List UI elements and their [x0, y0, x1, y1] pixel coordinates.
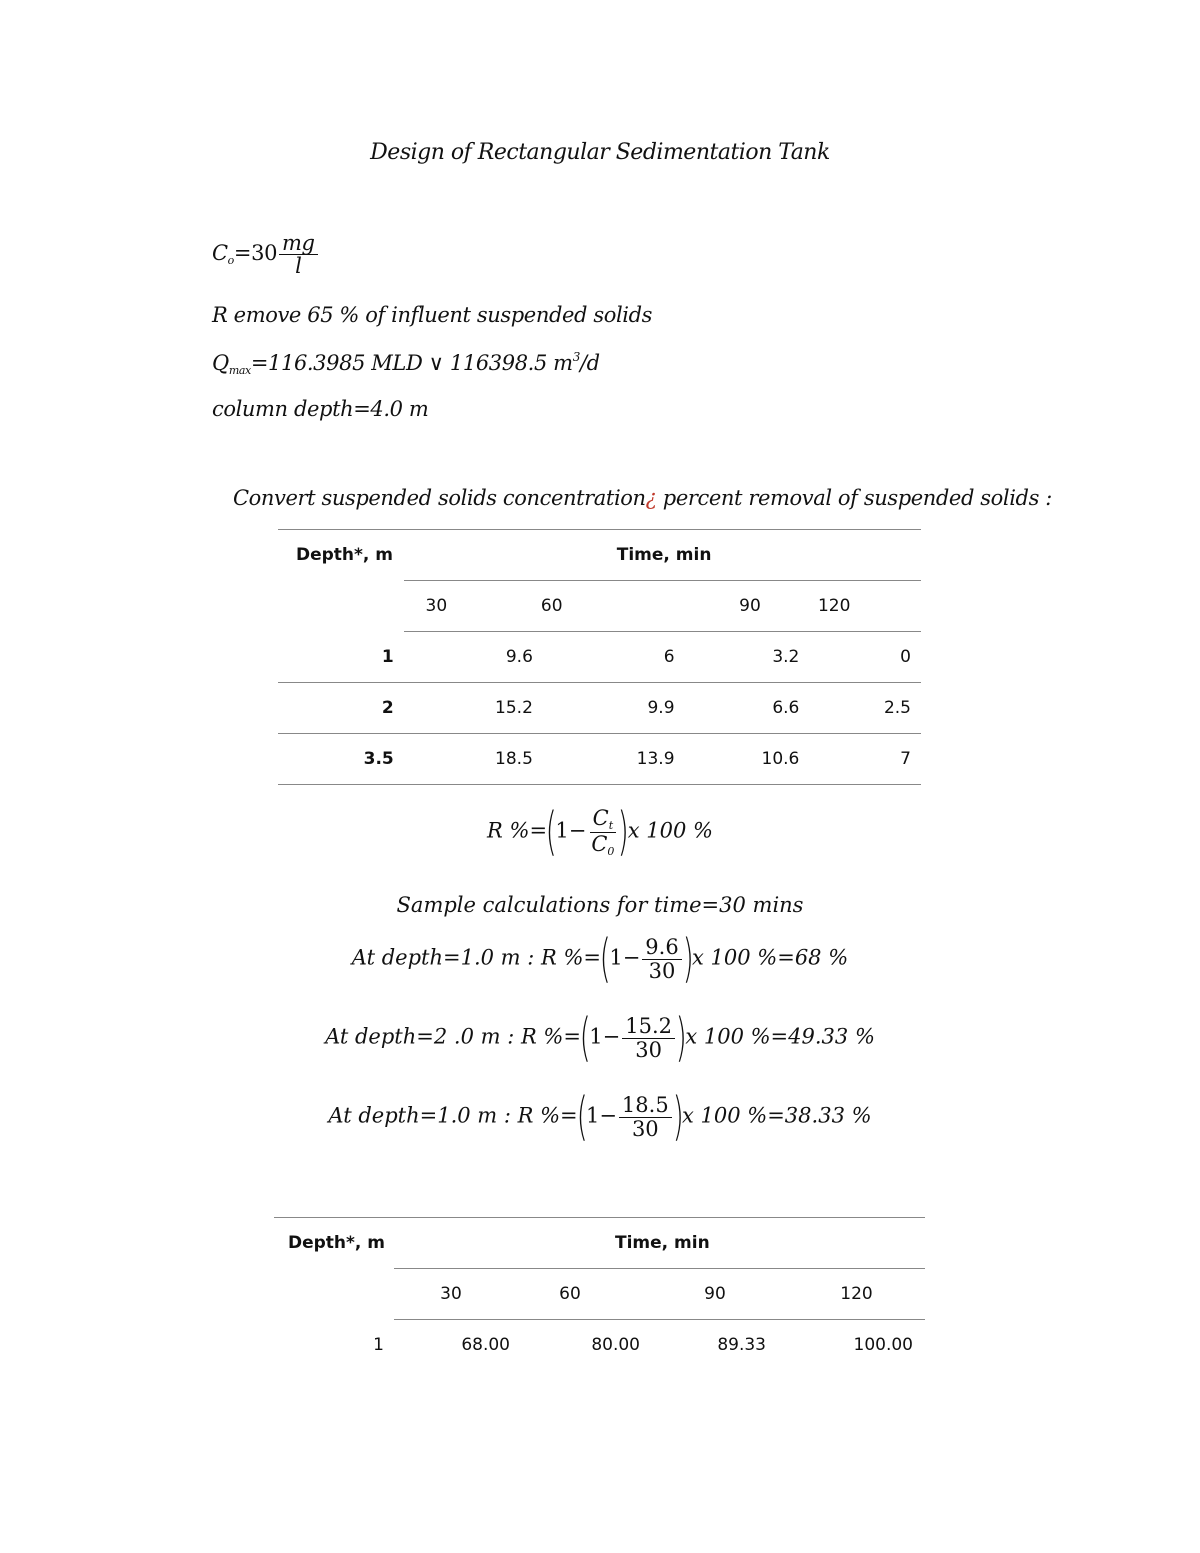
right-paren: )	[682, 929, 694, 989]
sample-fraction	[642, 936, 681, 981]
sample-suffix: x 100 %=49.33 %	[685, 1024, 875, 1049]
c0-unit-den: l	[295, 254, 302, 279]
page-title: Design of Rectangular Sedimentation Tank	[370, 140, 830, 165]
left-paren: (	[579, 1008, 591, 1068]
table-row	[274, 1320, 925, 1371]
time-cell: 60	[541, 581, 683, 632]
time-header: Time, min	[616, 545, 712, 565]
left-paren: (	[545, 802, 557, 862]
given-column-depth: column depth=4.0 m	[212, 397, 429, 421]
formula-rhs: x 100 %	[627, 818, 713, 843]
sample-calc-2	[0, 1008, 1200, 1068]
value-cell: 0	[807, 632, 921, 683]
qmax-sup: 3	[572, 350, 580, 364]
value-cell: 100.00	[782, 1320, 925, 1371]
convert-after: percent removal of suspended solids :	[656, 486, 1052, 510]
c0-symbol: C	[212, 241, 228, 266]
value-cell: 89.33	[652, 1320, 782, 1371]
formula-lhs: R %=	[487, 818, 548, 843]
formula-num: C	[592, 805, 609, 830]
table-header-row	[274, 1218, 925, 1269]
value-cell: 10.6	[761, 749, 800, 769]
sample-den: 30	[635, 1037, 663, 1062]
time-row	[274, 1269, 925, 1320]
qmax-value: =116.3985 MLD ∨ 116398.5 m	[250, 351, 573, 375]
time-cell: 30	[404, 581, 541, 632]
depth-cell: 2	[381, 698, 394, 718]
value-cell: 15.2	[495, 698, 533, 718]
formula-one-minus: 1−	[555, 818, 587, 843]
value-cell: 6	[541, 632, 683, 683]
sample-fraction	[619, 1094, 672, 1139]
sample-den: 30	[631, 1116, 659, 1141]
time-row	[278, 581, 921, 632]
qmax-sub: max	[228, 364, 251, 377]
formula-num-sub: t	[608, 818, 614, 832]
right-paren: )	[675, 1008, 687, 1068]
depth-cell: 1	[373, 1334, 384, 1355]
value-cell: 6.6	[772, 698, 800, 718]
time-cell: 120	[807, 581, 921, 632]
qmax-tail: /d	[579, 351, 600, 375]
formula-fraction	[588, 807, 617, 857]
sample-prefix: At depth=2 .0 m : R %=	[325, 1024, 581, 1049]
value-cell: 7	[900, 749, 911, 769]
time-cell: 90	[652, 1269, 782, 1320]
sample-one-minus: 1−	[609, 945, 641, 970]
depth-cell: 3.5	[363, 749, 394, 769]
sample-heading: Sample calculations for time=30 mins	[396, 893, 804, 917]
value-cell: 2.5	[883, 698, 911, 718]
table-row	[278, 734, 921, 785]
value-cell: 18.5	[495, 749, 533, 769]
formula-den-sub: 0	[607, 844, 615, 858]
removal-table	[274, 1217, 925, 1370]
value-cell: 68.00	[394, 1320, 524, 1371]
time-cell: 60	[524, 1269, 652, 1320]
qmax-symbol: Q	[212, 351, 229, 375]
sample-fraction	[622, 1015, 675, 1060]
c0-unit-num: mg	[279, 232, 318, 255]
sample-den: 30	[648, 958, 676, 983]
sample-suffix: x 100 %=68 %	[692, 945, 849, 970]
sample-calc-1	[0, 929, 1200, 989]
given-remove: R emove 65 % of influent suspended solids	[212, 303, 653, 327]
concentration-table	[278, 529, 921, 785]
value-cell: 13.9	[636, 749, 675, 769]
table-row	[278, 683, 921, 734]
formula-den: C	[591, 831, 608, 856]
depth-header: Depth*, m	[288, 1233, 386, 1254]
removal-formula	[0, 802, 1200, 862]
sample-suffix: x 100 %=38.33 %	[681, 1103, 872, 1128]
c0-sub: o	[227, 254, 234, 268]
sample-one-minus: 1−	[589, 1024, 621, 1049]
convert-heading	[233, 486, 1052, 510]
left-paren: (	[599, 929, 611, 989]
right-paren: )	[672, 1087, 684, 1147]
sample-calc-3	[0, 1087, 1200, 1147]
sample-one-minus: 1−	[585, 1103, 617, 1128]
value-cell: 3.2	[683, 632, 808, 683]
value-cell: 9.9	[647, 698, 675, 718]
table-row	[278, 632, 921, 683]
convert-before: Convert suspended solids concentration	[233, 486, 646, 510]
value-cell: 9.6	[404, 632, 541, 683]
sample-num: 18.5	[619, 1094, 672, 1117]
sample-prefix: At depth=1.0 m : R %=	[328, 1103, 578, 1128]
table-header-row	[278, 530, 921, 581]
depth-cell: 1	[381, 646, 394, 667]
time-header: Time, min	[615, 1233, 710, 1253]
convert-glyph: ¿	[645, 486, 657, 510]
right-paren: )	[617, 802, 630, 862]
c0-eq: =30	[233, 241, 278, 266]
time-cell: 30	[394, 1269, 524, 1320]
c0-unit-fraction	[279, 232, 318, 277]
sample-prefix: At depth=1.0 m : R %=	[351, 945, 602, 970]
time-cell: 90	[683, 581, 808, 632]
given-qmax	[212, 350, 600, 377]
sample-num: 15.2	[622, 1015, 675, 1038]
time-cell: 120	[782, 1269, 925, 1320]
given-c0	[212, 232, 320, 277]
sample-num: 9.6	[642, 936, 681, 959]
left-paren: (	[576, 1087, 588, 1147]
value-cell: 80.00	[524, 1320, 652, 1371]
depth-header: Depth*, m	[296, 545, 394, 566]
